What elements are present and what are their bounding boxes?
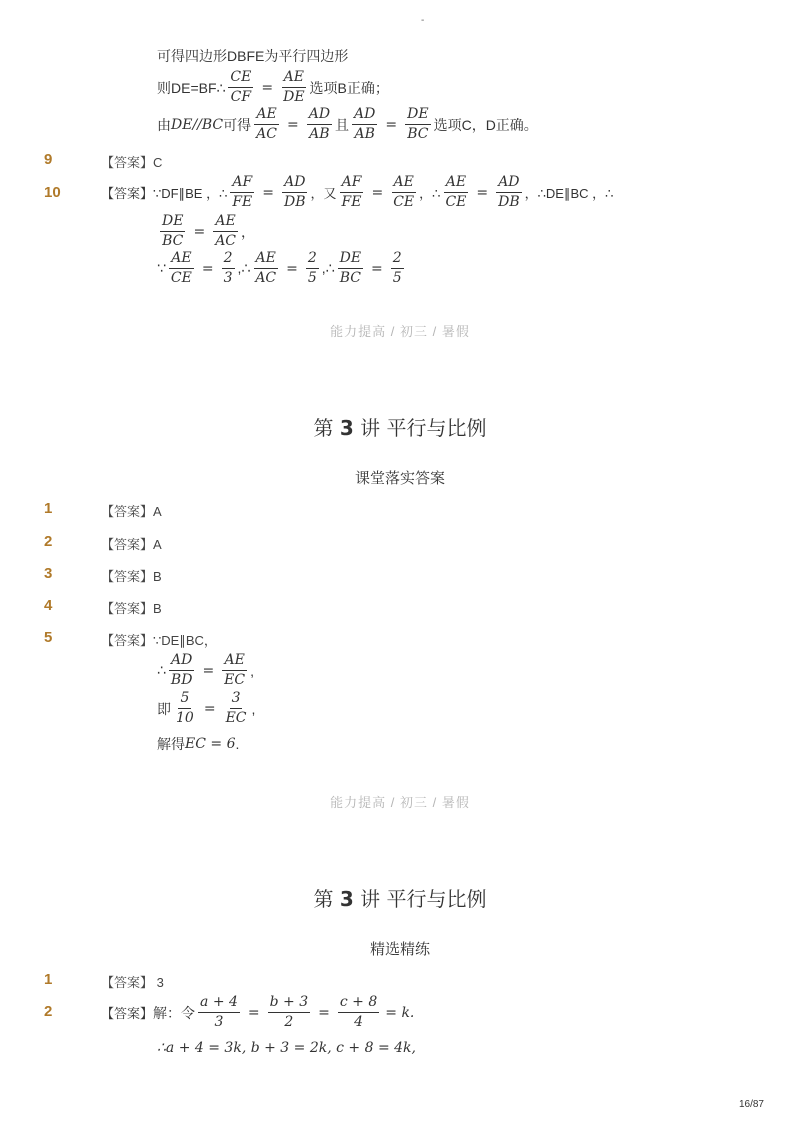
denominator: 10 <box>176 710 194 726</box>
numerator: AE <box>282 69 306 88</box>
text-line: 可得四边形DBFE为平行四边形 <box>157 48 349 64</box>
text-span: 则DE=BF∴ <box>157 79 226 96</box>
math-expression: EC = 6 <box>185 736 236 752</box>
section-title: 精选精练 <box>369 940 430 958</box>
numerator: AD <box>169 652 194 671</box>
denominator: BC <box>162 233 184 249</box>
answer-label <box>101 152 162 171</box>
denominator: CE <box>393 194 415 210</box>
text-span: ∵ <box>157 260 166 276</box>
numerator: AF <box>230 174 254 193</box>
numerator: CE <box>228 69 253 88</box>
answer-label <box>101 972 164 991</box>
fraction <box>443 174 468 211</box>
numerator: 2 <box>222 250 235 269</box>
denominator: AB <box>354 126 375 142</box>
title-prefix: 第 <box>313 416 334 440</box>
equals-sign: = <box>371 184 384 201</box>
denominator: AB <box>309 126 330 142</box>
math-expression: = k. <box>385 1004 415 1021</box>
fraction <box>254 106 279 143</box>
text-span: ∵DF∥BE ，∴ <box>153 186 228 201</box>
denominator: FE <box>341 194 362 210</box>
fraction <box>307 106 332 143</box>
answer-tag: 【答案】 <box>101 633 154 648</box>
title-suffix: 讲 平行与比例 <box>360 887 487 911</box>
numerator: b + 3 <box>268 994 311 1013</box>
fraction <box>228 69 253 106</box>
top-mark: - <box>421 15 425 26</box>
title-suffix: 讲 平行与比例 <box>360 416 487 440</box>
numerator: 2 <box>391 250 404 269</box>
fraction <box>496 174 522 211</box>
denominator: EC <box>225 710 247 726</box>
text-span: 解得 <box>157 736 185 752</box>
fraction <box>169 250 194 287</box>
text-line <box>157 690 255 727</box>
equals-sign: = <box>202 662 215 679</box>
question-number: 2 <box>44 1003 53 1020</box>
text-line <box>157 69 389 106</box>
fraction <box>391 174 416 211</box>
denominator: FE <box>232 194 253 210</box>
fraction <box>213 213 238 250</box>
denominator: AC <box>215 233 237 249</box>
text-span: 由 <box>157 116 171 133</box>
answer-tag: 【答案】 <box>101 1006 154 1021</box>
text-span: ,∴ <box>321 260 335 276</box>
answer-label <box>101 534 162 553</box>
denominator: AC <box>255 270 277 286</box>
question-number: 4 <box>44 597 53 614</box>
fraction <box>340 174 364 211</box>
fraction <box>198 994 240 1031</box>
answer-tag: 【答案】 <box>101 569 154 584</box>
question-number: 2 <box>44 533 53 550</box>
page-footer: 能力提高 / 初三 / 暑假 <box>330 324 470 339</box>
answer-label <box>101 598 162 617</box>
denominator: CF <box>230 89 252 105</box>
text-span: , <box>251 700 256 717</box>
answer-tag: 【答案】 <box>101 186 154 201</box>
text-span: 解：令 <box>153 1004 196 1021</box>
question-number: 3 <box>44 565 53 582</box>
denominator: 4 <box>354 1014 364 1030</box>
page-footer: 能力提高 / 初三 / 暑假 <box>330 795 470 810</box>
text-span: ，∴ <box>419 186 441 201</box>
equals-sign: = <box>201 260 214 277</box>
denominator: BC <box>339 270 361 286</box>
fraction <box>338 250 363 287</box>
answer-text: B <box>153 569 162 584</box>
fraction <box>352 106 377 143</box>
denominator: CE <box>445 194 467 210</box>
numerator: AE <box>392 174 416 193</box>
answer-text: C <box>153 155 163 170</box>
numerator: AE <box>444 174 468 193</box>
numerator: AE <box>213 213 237 232</box>
numerator: 2 <box>306 250 319 269</box>
fraction <box>222 652 247 689</box>
text-span: 选项C，D正确。 <box>433 116 538 133</box>
equals-sign: = <box>385 116 398 133</box>
title-prefix: 第 <box>313 887 334 911</box>
text-line <box>157 213 255 250</box>
text-line <box>157 250 407 287</box>
question-number: 9 <box>44 151 53 168</box>
fraction <box>253 250 278 287</box>
fraction <box>169 652 195 689</box>
text-span: . <box>235 736 240 752</box>
numerator: AF <box>340 174 364 193</box>
equals-sign: = <box>371 260 383 277</box>
fraction <box>391 250 404 287</box>
numerator: 5 <box>178 690 191 709</box>
denominator: DB <box>498 194 520 210</box>
equals-sign: = <box>286 260 298 277</box>
title-number: 3 <box>339 416 354 440</box>
text-span: 可得 <box>223 116 252 133</box>
numerator: DE <box>338 250 363 269</box>
fraction <box>282 174 308 211</box>
text-line <box>157 106 538 143</box>
numerator: DE <box>405 106 430 125</box>
fraction <box>268 994 311 1031</box>
denominator: AC <box>256 126 277 142</box>
section-title: 课堂落实答案 <box>354 469 445 487</box>
numerator: a + 4 <box>198 994 240 1013</box>
question-number: 10 <box>44 184 61 201</box>
denominator: 2 <box>284 1014 294 1030</box>
fraction <box>160 213 185 250</box>
equals-sign: = <box>286 116 299 133</box>
answer-text: A <box>153 504 162 519</box>
numerator: AE <box>254 106 278 125</box>
answer-tag: 【答案】 <box>101 155 154 170</box>
denominator: 3 <box>223 270 233 286</box>
fraction <box>224 690 249 727</box>
text-line: ∴a + 4 = 3k, b + 3 = 2k, c + 8 = 4k, <box>157 1040 416 1056</box>
numerator: c + 8 <box>338 994 379 1013</box>
equals-sign: = <box>262 184 275 201</box>
text-span: ,∴ <box>237 260 251 276</box>
fraction <box>338 994 379 1031</box>
text-line <box>157 734 239 754</box>
answer-tag: 【答案】 <box>101 504 154 519</box>
text-span: 即 <box>157 700 171 717</box>
answer-tag: 【答案】 <box>101 537 154 552</box>
page-number: 16/87 <box>738 1099 764 1110</box>
text-line <box>157 652 254 689</box>
numerator: AD <box>282 174 307 193</box>
equals-sign: = <box>203 700 216 717</box>
text-span: ，∴DE∥BC ，∴ <box>524 186 614 201</box>
numerator: AE <box>169 250 193 269</box>
answer-text: B <box>153 601 162 616</box>
answer-label <box>101 566 162 585</box>
lecture-title <box>0 883 800 912</box>
equals-sign: = <box>261 79 274 96</box>
denominator: EC <box>224 672 246 688</box>
fraction <box>281 69 306 106</box>
denominator: 3 <box>214 1014 224 1030</box>
question-number: 5 <box>44 629 53 646</box>
fraction <box>405 106 430 143</box>
equals-sign: = <box>476 184 489 201</box>
fraction <box>230 174 254 211</box>
question-number: 1 <box>44 500 53 517</box>
numerator: AE <box>254 250 278 269</box>
answer-text: A <box>153 537 162 552</box>
fraction <box>222 250 235 287</box>
lecture-title <box>0 412 800 441</box>
equals-sign: = <box>247 1004 260 1021</box>
answer-label <box>101 630 217 649</box>
answer-text: 3 <box>156 975 164 990</box>
answer-tag: 【答案】 <box>101 601 154 616</box>
answer-line <box>101 994 414 1031</box>
denominator: BC <box>407 126 429 142</box>
denominator: CE <box>170 270 192 286</box>
text-span: 且 <box>335 116 350 133</box>
numerator: AD <box>352 106 377 125</box>
text-span: ， <box>241 223 256 240</box>
fraction <box>174 690 196 727</box>
answer-text: ∵DE∥BC， <box>153 633 217 648</box>
answer-label <box>101 501 162 520</box>
denominator: DE <box>283 89 305 105</box>
equals-sign: = <box>318 1004 330 1021</box>
question-number: 1 <box>44 971 53 988</box>
denominator: BD <box>170 672 193 688</box>
numerator: AD <box>307 106 332 125</box>
denominator: 5 <box>307 270 317 286</box>
math-expression: DE//BC <box>171 116 224 133</box>
text-span: ∴ <box>157 662 166 678</box>
text-span: , <box>250 662 254 679</box>
answer-tag: 【答案】 <box>101 975 154 990</box>
numerator: 3 <box>230 690 243 709</box>
fraction <box>306 250 319 287</box>
numerator: DE <box>160 213 185 232</box>
text-span: ，又 <box>310 186 337 201</box>
denominator: 5 <box>392 270 402 286</box>
denominator: DB <box>284 194 306 210</box>
numerator: AD <box>496 174 521 193</box>
answer-line <box>101 174 613 211</box>
equals-sign: = <box>193 223 206 240</box>
text-span: 选项B正确； <box>309 79 389 96</box>
numerator: AE <box>222 652 246 671</box>
title-number: 3 <box>339 887 354 911</box>
